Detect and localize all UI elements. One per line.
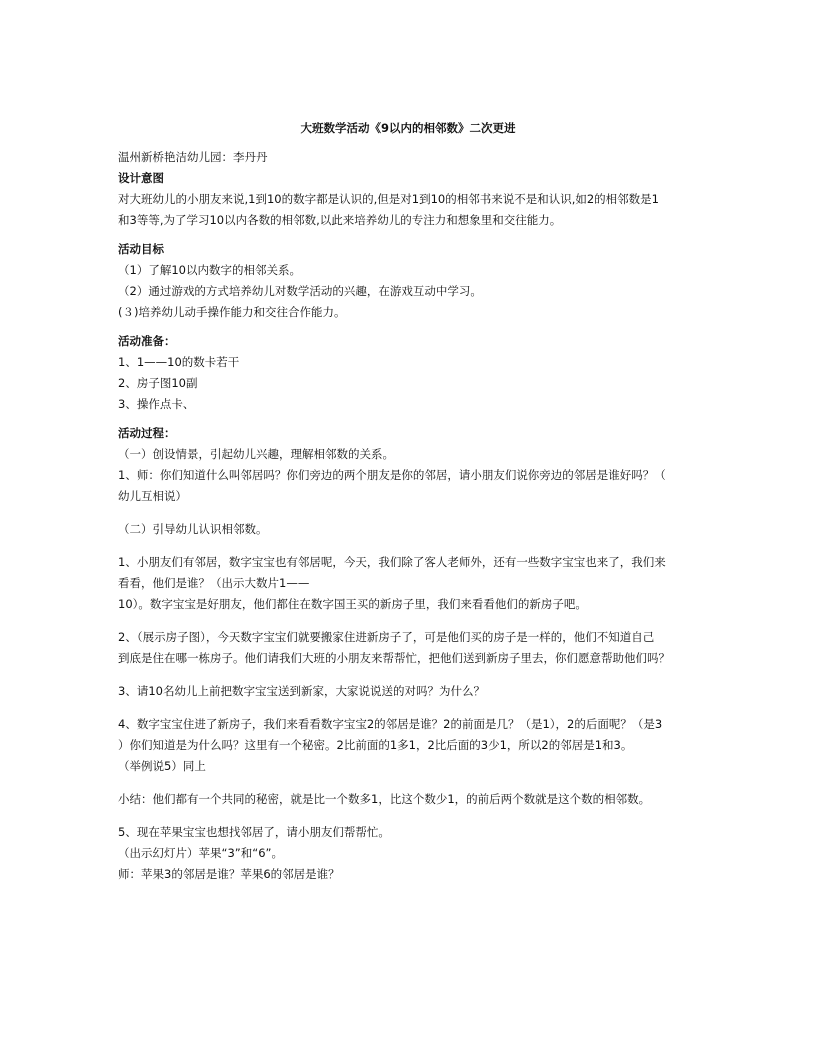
prep-item: 2、房子图10副	[118, 376, 198, 390]
process-part2-heading: （二）引导幼儿认识相邻数。	[118, 522, 268, 536]
design-line: 对大班幼儿的小朋友来说,1到10的数字都是认识的,但是对1到10的相邻书来说不是和认识,如2的相邻数是1	[118, 192, 659, 206]
goal-item: (３)培养幼儿动手操作能力和交往合作能力。	[118, 305, 346, 319]
process-summary-line: 小结：他们都有一个共同的秘密，就是比一个数多1，比这个数少1，的前后两个数就是这个数的相邻数。	[118, 792, 651, 806]
process-p4-line: ）你们知道是为什么吗？这里有一个秘密。2比前面的1多1，2比后面的3少1，所以2的邻居是1和3。	[118, 738, 633, 752]
process-p4-line: 4、数字宝宝住进了新房子，我们来看看数字宝宝2的邻居是谁？2的前面是几？（是1），2的后面呢？（是3	[118, 717, 663, 731]
process-p1-line: 看看，他们是谁？（出示大数片1——	[118, 576, 310, 590]
prep-item: 3、操作点卡、	[118, 397, 195, 411]
process-heading: 活动过程：	[118, 426, 176, 440]
author-line: 温州新桥艳洁幼儿园：李丹丹	[118, 150, 268, 164]
prep-item: 1、1——10的数卡若干	[118, 355, 240, 369]
process-p2-line: 2、（展示房子图），今天数字宝宝们就要搬家住进新房子了，可是他们买的房子是一样的，他们不知道自己	[118, 630, 655, 644]
process-part1-line: （一）创设情景，引起幼儿兴趣，理解相邻数的关系。	[118, 447, 394, 461]
process-p5-line: 师：苹果3的邻居是谁？苹果6的邻居是谁？	[118, 867, 340, 881]
process-p1-line: 1、小朋友们有邻居，数字宝宝也有邻居呢，今天，我们除了客人老师外，还有一些数字宝宝也来了，我们来	[118, 555, 666, 569]
document-body	[118, 118, 698, 885]
goal-item: （1）了解10以内数字的相邻关系。	[118, 263, 301, 277]
document-title: 大班数学活动《9以内的相邻数》二次更进	[300, 121, 516, 135]
goals-heading: 活动目标	[118, 242, 164, 256]
design-heading: 设计意图	[118, 171, 164, 185]
process-part1-line: 幼儿互相说）	[118, 489, 187, 503]
process-p5-line: 5、现在苹果宝宝也想找邻居了，请小朋友们帮帮忙。	[118, 825, 390, 839]
design-line: 和3等等,为了学习10以内各数的相邻数,以此来培养幼儿的专注力和想象里和交往能力。	[118, 213, 562, 227]
process-p2-line: 到底是住在哪一栋房子。他们请我们大班的小朋友来帮帮忙，把他们送到新房子里去，你们愿意帮助他们吗？	[118, 651, 670, 665]
process-p4-line: （举例说5）同上	[118, 759, 206, 773]
process-p3-line: 3、请10名幼儿上前把数字宝宝送到新家，大家说说送的对吗？为什么？	[118, 684, 485, 698]
process-p5-line: （出示幻灯片）苹果“3”和“6”。	[118, 846, 283, 860]
prep-heading: 活动准备：	[118, 334, 176, 348]
process-p1-line: 10）。数字宝宝是好朋友，他们都住在数字国王买的新房子里，我们来看看他们的新房子吧。	[118, 597, 587, 611]
goal-item: （2）通过游戏的方式培养幼儿对数学活动的兴趣，在游戏互动中学习。	[118, 284, 482, 298]
process-part1-line: 1、师：你们知道什么叫邻居吗？你们旁边的两个朋友是你的邻居，请小朋友们说你旁边的邻居是谁好吗？（	[118, 468, 666, 482]
